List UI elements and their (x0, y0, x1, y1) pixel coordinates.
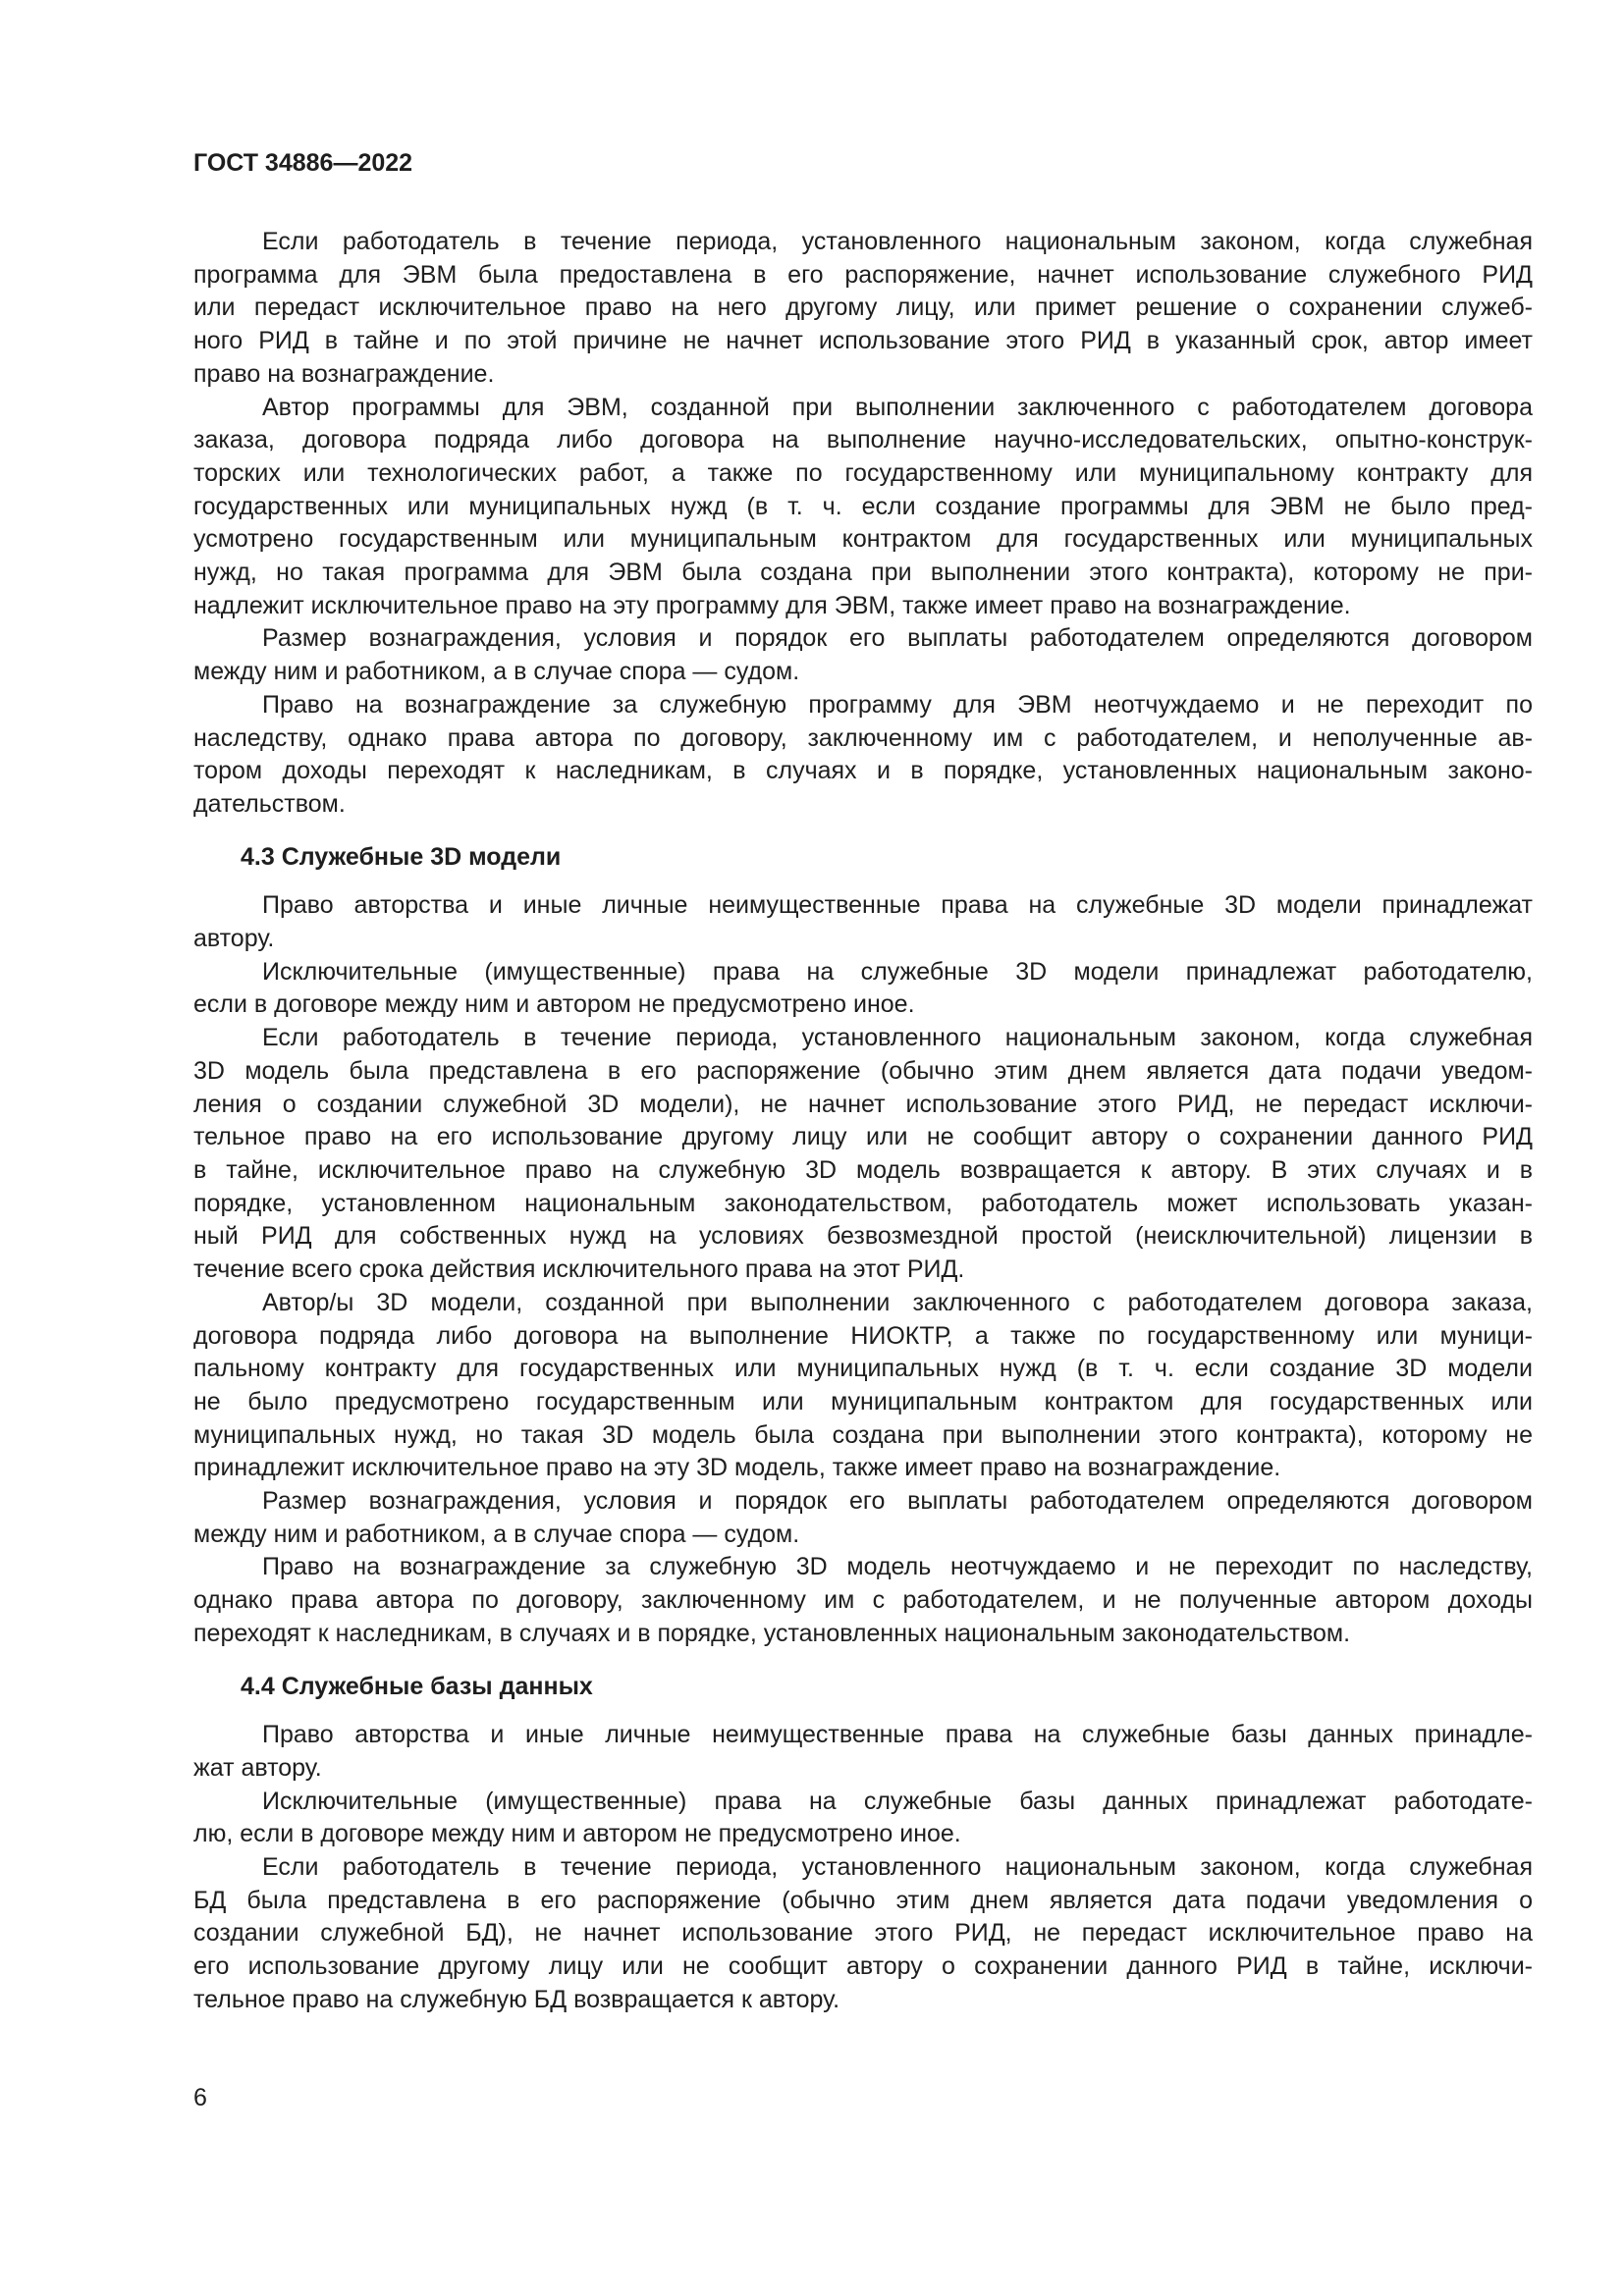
text-line: Право на вознаграждение за служебную 3D модель неотчуждаемо и не переходит по наследству, (262, 1553, 1533, 1581)
text-line: Размер вознаграждения, условия и порядок его выплаты работодателем определяются договором (262, 624, 1533, 653)
text-line: переходят к наследникам, в случаях и в порядке, установленных национальным законодательством. (193, 1619, 1351, 1647)
text-line: ного РИД в тайне и по этой причине не начнет использование этого РИД в указанный срок, автор имеет (193, 327, 1533, 355)
text-line: Исключительные (имущественные) права на служебные 3D модели принадлежат работодателю, (262, 957, 1533, 986)
text-line: Размер вознаграждения, условия и порядок его выплаты работодателем определяются договором (262, 1487, 1533, 1516)
paragraph (193, 1287, 1533, 1485)
text-line: Автор/ы 3D модели, созданной при выполнении заключенного с работодателем договора заказа, (262, 1288, 1533, 1316)
paragraph (193, 226, 1533, 392)
section-heading: 4.4 Служебные базы данных (241, 1672, 593, 1700)
text-line: муниципальных нужд, но такая 3D модель была создана при выполнении этого контракта), которому не (193, 1420, 1533, 1449)
text-line: Если работодатель в течение периода, установленного национальным законом, когда служебная (262, 1024, 1533, 1052)
text-line: дательством. (193, 789, 346, 818)
paragraph (193, 1485, 1533, 1551)
text-line: ления о создании служебной 3D модели), не начнет использование этого РИД, не передаст исключи- (193, 1090, 1533, 1118)
paragraph (193, 689, 1533, 822)
text-line: тельное право на служебную БД возвращается к автору. (193, 1985, 840, 2013)
text-line: 3D модель была представлена в его распоряжение (обычно этим днем является дата подачи уведом- (193, 1056, 1533, 1085)
text-line: пальному контракту для государственных или муниципальных нужд (в т. ч. если создание 3D модели (193, 1355, 1533, 1383)
text-line: Автор программы для ЭВМ, созданной при выполнении заключенного с работодателем договора (262, 393, 1533, 421)
section-heading: 4.3 Служебные 3D модели (241, 842, 562, 871)
paragraph (193, 622, 1533, 688)
paragraph (193, 1786, 1533, 1851)
text-line: наследству, однако права автора по договору, заключенному им с работодателем, и неполученные ав- (193, 723, 1533, 752)
text-line: принадлежит исключительное право на эту 3D модель, также имеет право на вознаграждение. (193, 1454, 1281, 1482)
text-line: заказа, договора подряда либо договора на выполнение научно-исследовательских, опытно-конструк- (193, 426, 1533, 454)
text-line: тором доходы переходят к наследникам, в случаях и в порядке, установленных национальным законо- (193, 757, 1533, 785)
text-line: между ним и работником, а в случае спора — судом. (193, 1520, 800, 1548)
page-number: 6 (193, 2084, 207, 2111)
paragraph (193, 1551, 1533, 1650)
text-line: если в договоре между ним и автором не предусмотрено иное. (193, 990, 915, 1019)
text-line: государственных или муниципальных нужд (в т. ч. если создание программы для ЭВМ не было пред- (193, 492, 1533, 520)
text-line: его использование другому лицу или не сообщит автору о сохранении данного РИД в тайне, исключи- (193, 1952, 1533, 1981)
text-line: в тайне, исключительное право на служебную 3D модель возвращается к автору. В этих случаях и в (193, 1155, 1533, 1184)
text-line: жат автору. (193, 1753, 322, 1782)
text-line: Исключительные (имущественные) права на служебные базы данных принадлежат работодате- (262, 1787, 1533, 1815)
text-line: однако права автора по договору, заключенному им с работодателем, и не полученные автором доходы (193, 1586, 1533, 1615)
text-line: право на вознаграждение. (193, 359, 495, 388)
text-line: лю, если в договоре между ним и автором не предусмотрено иное. (193, 1820, 961, 1848)
text-line: нужд, но такая программа для ЭВМ была создана при выполнении этого контракта), которому не при- (193, 559, 1533, 587)
paragraph (193, 1022, 1533, 1287)
text-line: порядке, установленном национальным законодательством, работодатель может использовать указан- (193, 1189, 1533, 1217)
text-line: течение всего срока действия исключительного права на этот РИД. (193, 1255, 965, 1284)
text-line: Если работодатель в течение периода, установленного национальным законом, когда служебная (262, 1853, 1533, 1882)
text-line: программа для ЭВМ была предоставлена в его распоряжение, начнет использование служебного РИД (193, 260, 1533, 289)
text-line: или передаст исключительное право на него другому лицу, или примет решение о сохранении служеб- (193, 294, 1533, 322)
paragraph (193, 1851, 1533, 2017)
text-line: БД была представлена в его распоряжение (обычно этим днем является дата подачи уведомления о (193, 1886, 1533, 1914)
text-line: Право авторства и иные личные неимущественные права на служебные 3D модели принадлежат (262, 891, 1533, 920)
text-line: усмотрено государственным или муниципальным контрактом для государственных или муниципальных (193, 525, 1533, 554)
text-line: создании служебной БД), не начнет использование этого РИД, не передаст исключительное право на (193, 1919, 1533, 1948)
document-code-header: ГОСТ 34886—2022 (193, 149, 413, 177)
text-line: торских или технологических работ, а также по государственному или муниципальному контракту для (193, 458, 1533, 487)
paragraph (193, 1719, 1533, 1785)
text-line: договора подряда либо договора на выполнение НИОКТР, а также по государственному или муници- (193, 1321, 1533, 1350)
paragraph (193, 889, 1533, 955)
text-line: между ним и работником, а в случае спора — судом. (193, 658, 800, 686)
text-line: Если работодатель в течение периода, установленного национальным законом, когда служебная (262, 228, 1533, 255)
text-line: тельное право на его использование другому лицу или не сообщит автору о сохранении данного РИД (193, 1123, 1533, 1151)
text-line: Право авторства и иные личные неимущественные права на служебные базы данных принадле- (262, 1721, 1533, 1749)
text-line: надлежит исключительное право на эту программу для ЭВМ, также имеет право на вознаграждение. (193, 591, 1351, 619)
text-line: не было предусмотрено государственным или муниципальным контрактом для государственных или (193, 1387, 1533, 1415)
paragraph (193, 956, 1533, 1022)
text-line: ный РИД для собственных нужд на условиях безвозмездной простой (неисключительной) лицензии в (193, 1222, 1533, 1251)
text-line: Право на вознаграждение за служебную программу для ЭВМ неотчуждаемо и не переходит по (262, 690, 1533, 719)
paragraph (193, 392, 1533, 623)
document-body (193, 226, 1533, 2017)
text-line: автору. (193, 925, 275, 953)
